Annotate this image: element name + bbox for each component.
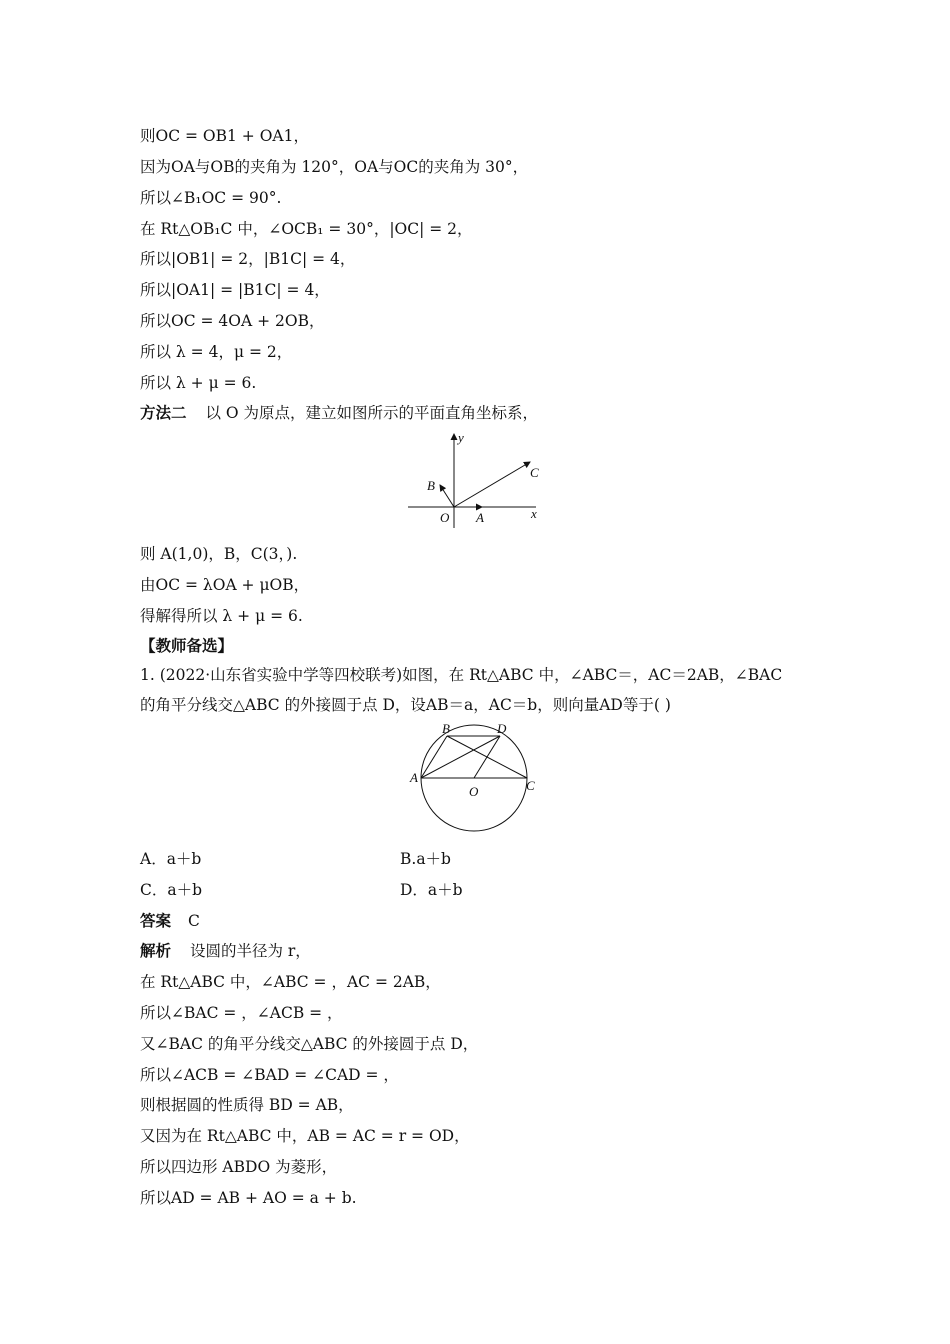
question-line-1: 1. (2022·山东省实验中学等四校联考)如图，在 Rt△ABC 中，∠ABC＝，AC＝2AB，∠BAC bbox=[140, 666, 783, 684]
analysis-line-2: 所以∠BAC = ，∠ACB = ， bbox=[140, 1004, 343, 1022]
solution-line-1: 则OC = OB1 + OA1， bbox=[140, 127, 309, 145]
label-o: O bbox=[440, 510, 450, 525]
solution-line-3: 所以∠B₁OC = 90°. bbox=[140, 189, 282, 207]
analysis-label: 解析 bbox=[140, 941, 172, 960]
answer-line bbox=[140, 911, 200, 931]
analysis-line-4: 所以∠ACB = ∠BAD = ∠CAD = ， bbox=[140, 1066, 399, 1084]
analysis-line-5: 则根据圆的性质得 BD = AB， bbox=[140, 1096, 354, 1114]
method2-text: 以 O 为原点，建立如图所示的平面直角坐标系， bbox=[205, 404, 539, 422]
label-c: C bbox=[530, 465, 539, 480]
analysis-first: 设圆的半径为 r， bbox=[189, 942, 311, 960]
answer-value: C bbox=[187, 912, 200, 930]
analysis-line-8: 所以AD = AB + AO = a + b. bbox=[140, 1189, 357, 1207]
solution-line-9: 所以 λ + μ = 6. bbox=[140, 374, 257, 392]
answer-label: 答案 bbox=[140, 911, 172, 930]
solution-line-6: 所以|OA1| = |B1C| = 4， bbox=[140, 281, 330, 299]
label-c: C bbox=[526, 778, 535, 793]
solution-line-8: 所以 λ = 4，μ = 2， bbox=[140, 343, 293, 361]
option-a: A．a＋b bbox=[140, 850, 202, 868]
label-x: x bbox=[531, 506, 537, 521]
segment-do bbox=[474, 736, 500, 778]
vector-ob bbox=[440, 485, 454, 507]
analysis-line-7: 所以四边形 ABDO 为菱形， bbox=[140, 1158, 338, 1176]
label-b: B bbox=[427, 478, 435, 493]
label-b: B bbox=[442, 722, 450, 736]
option-c: C．a＋b bbox=[140, 881, 203, 899]
solution-line-4: 在 Rt△OB₁C 中，∠OCB₁ = 30°，|OC| = 2， bbox=[140, 220, 473, 238]
segment-ad bbox=[421, 736, 500, 778]
teacher-heading: 【教师备选】 bbox=[140, 636, 234, 655]
question-line-2: 的角平分线交△ABC 的外接圆于点 D，设AB＝a，AC＝b，则向量AD等于( ) bbox=[140, 696, 671, 714]
solution-line-7: 所以OC = 4OA + 2OB， bbox=[140, 312, 325, 330]
method2-after-3: 得解得所以 λ + μ = 6. bbox=[140, 607, 303, 625]
solution-line-5: 所以|OB1| = 2，|B1C| = 4， bbox=[140, 250, 356, 268]
solution-line-2: 因为OA与OB的夹角为 120°，OA与OC的夹角为 30°， bbox=[140, 158, 529, 176]
analysis-line-1: 在 Rt△ABC 中，∠ABC = ，AC = 2AB， bbox=[140, 973, 441, 991]
label-y: y bbox=[458, 430, 464, 445]
analysis-line-3: 又∠BAC 的角平分线交△ABC 的外接圆于点 D， bbox=[140, 1035, 479, 1053]
coordinate-figure bbox=[400, 428, 550, 533]
option-b: B.a＋b bbox=[400, 850, 451, 868]
label-a: A bbox=[410, 770, 418, 785]
option-d: D．a＋b bbox=[400, 881, 463, 899]
label-a: A bbox=[476, 510, 484, 525]
method2-after-1: 则 A(1,0)，B，C(3，). bbox=[140, 545, 298, 563]
label-o: O bbox=[469, 784, 479, 799]
analysis-line-6: 又因为在 Rt△ABC 中，AB = AC = r = OD， bbox=[140, 1127, 470, 1145]
method2-line bbox=[140, 403, 538, 423]
method2-after-2: 由OC = λOA + μOB， bbox=[140, 576, 310, 594]
circle-figure bbox=[405, 722, 545, 837]
label-d: D bbox=[497, 722, 507, 736]
method2-heading: 方法二 bbox=[140, 403, 187, 422]
vector-oc bbox=[454, 462, 530, 507]
analysis-line bbox=[140, 941, 311, 961]
